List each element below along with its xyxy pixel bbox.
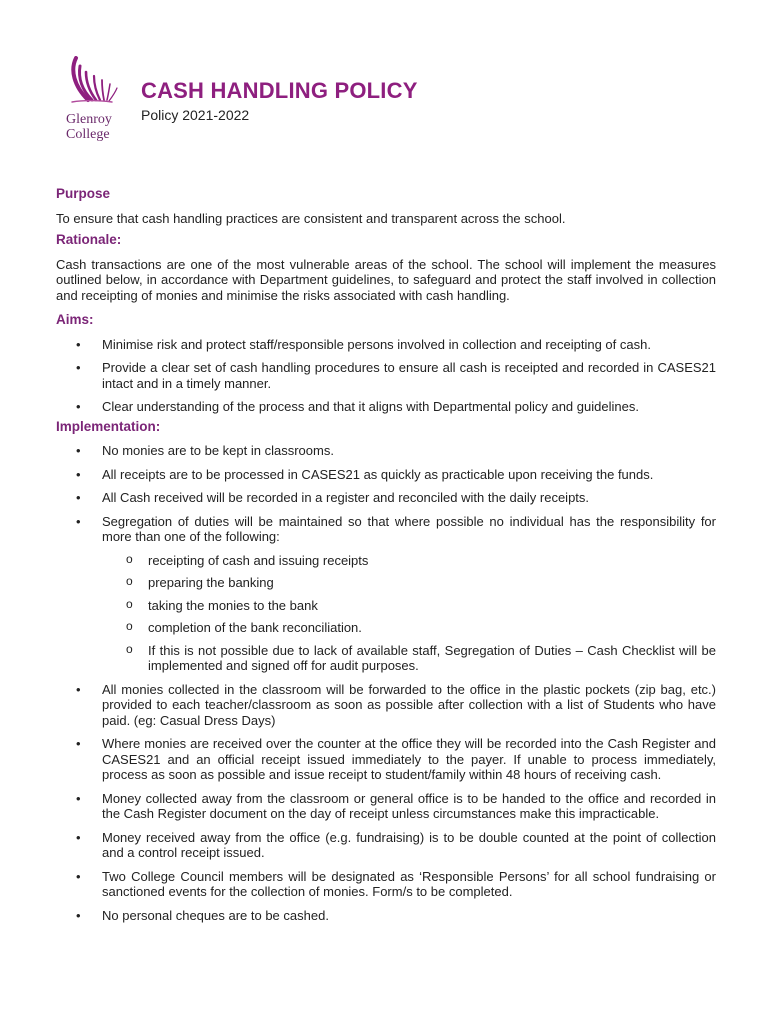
purpose-heading: Purpose bbox=[56, 186, 111, 201]
list-item: • Provide a clear set of cash handling procedures to ensure all cash is receipted and recorded in CASES21 intact and in a timely manner. bbox=[56, 360, 716, 391]
college-logo bbox=[62, 56, 124, 146]
aims-heading: Aims: bbox=[56, 312, 94, 327]
list-item: • Clear understanding of the process and that it aligns with Departmental policy and guidelines. bbox=[56, 399, 716, 415]
list-item: • Where monies are received over the counter at the office they will be recorded into the Cash Register and CASES21 and an official receipt issued immediately to the payer. If unable to process immediately, process as soon as possible and issue receipt to student/family within 48 hours of receiving cash. bbox=[56, 736, 716, 783]
page-title: CASH HANDLING POLICY bbox=[141, 78, 418, 103]
list-item: • All monies collected in the classroom will be forwarded to the office in the plastic pockets (zip bag, etc.) provided to each teacher/classroom as soon as possible after collection with a list of Students who have paid. (eg: Casual Dress Days) bbox=[56, 682, 716, 729]
sub-list-item: o taking the monies to the bank bbox=[102, 598, 716, 614]
logo-wordmark bbox=[66, 112, 126, 142]
list-item: • Money received away from the office (e.g. fundraising) is to be double counted at the point of collection and a control receipt issued. bbox=[56, 830, 716, 861]
policy-body bbox=[56, 186, 716, 931]
list-item: • Minimise risk and protect staff/responsible persons involved in collection and receipting of cash. bbox=[56, 337, 716, 353]
sub-list-item: o If this is not possible due to lack of available staff, Segregation of Duties – Cash Checklist will be implemented and signed off for audit purposes. bbox=[102, 643, 716, 674]
purpose-text: To ensure that cash handling practices are consistent and transparent across the school. bbox=[56, 210, 566, 226]
rationale-heading: Rationale: bbox=[56, 232, 122, 247]
list-item: • No personal cheques are to be cashed. bbox=[56, 908, 716, 924]
sub-list-item: o preparing the banking bbox=[102, 575, 716, 591]
list-item-segregation bbox=[56, 514, 716, 674]
segregation-sub-list bbox=[102, 553, 716, 674]
sub-list-item: o completion of the bank reconciliation. bbox=[102, 620, 716, 636]
sub-list-item: o receipting of cash and issuing receipts bbox=[102, 553, 716, 569]
list-item: • Two College Council members will be designated as ‘Responsible Persons’ for all school fundraising or sanctioned events for the collection of monies. Form/s to be completed. bbox=[56, 869, 716, 900]
segregation-text: Segregation of duties will be maintained so that where possible no individual has the responsibility for more than one of the following: bbox=[102, 513, 716, 544]
rationale-text: Cash transactions are one of the most vulnerable areas of the school. The school will implement the measures outlined below, in accordance with Department guidelines, to safeguard and protect the staff involved in collection and receipting of monies and minimise the risks associated with cash handling. bbox=[56, 256, 716, 303]
aims-list bbox=[56, 337, 716, 415]
list-item: • All receipts are to be processed in CASES21 as quickly as practicable upon receiving the funds. bbox=[56, 467, 716, 483]
implementation-list bbox=[56, 443, 716, 923]
logo-line-1: Glenroy bbox=[66, 112, 112, 127]
logo-line-2: College bbox=[66, 127, 110, 142]
list-item: • All Cash received will be recorded in a register and reconciled with the daily receipts. bbox=[56, 490, 716, 506]
list-item: • Money collected away from the classroom or general office is to be handed to the office and recorded in the Cash Register document on the day of receipt unless circumstances make this impracticable. bbox=[56, 791, 716, 822]
list-item: • No monies are to be kept in classrooms. bbox=[56, 443, 716, 459]
page-subtitle: Policy 2021-2022 bbox=[141, 107, 250, 123]
feather-logo-icon bbox=[62, 56, 124, 116]
implementation-heading: Implementation: bbox=[56, 418, 161, 434]
